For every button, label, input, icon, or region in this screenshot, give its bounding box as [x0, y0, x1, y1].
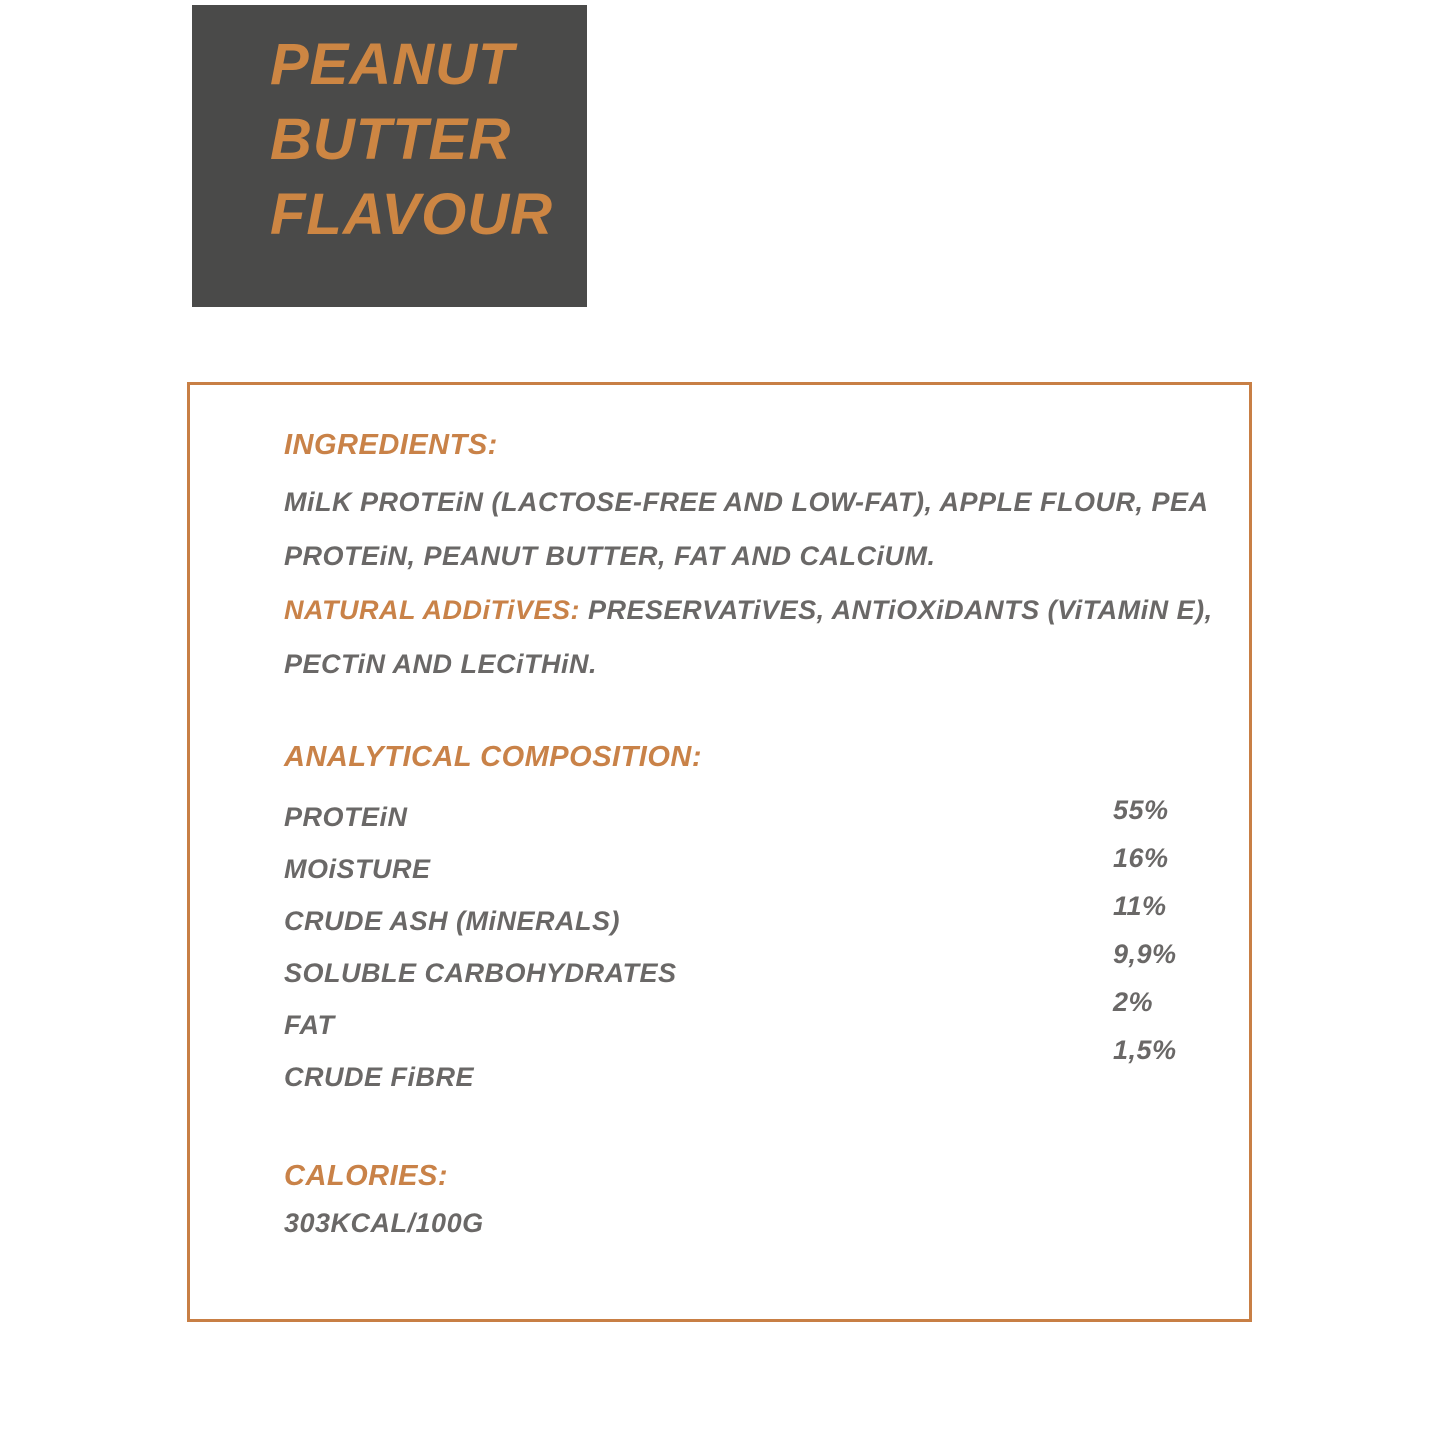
nutrition-info-panel — [187, 382, 1252, 1322]
flavour-title-line-3: FLAVOUR — [270, 182, 554, 247]
analytical-composition-header: ANALYTICAL COMPOSITION: — [284, 741, 703, 773]
analytical-row-value: 16% — [1113, 843, 1169, 873]
flavour-title-line-1: PEANUT — [270, 32, 515, 97]
natural-additives-label: NATURAL ADDiTiVES: — [284, 595, 581, 625]
analytical-row-label: CRUDE FiBRE — [284, 1062, 475, 1092]
additives-text-1: PRESERVATiVES, ANTiOXiDANTS (ViTAMiN E), — [588, 595, 1213, 625]
ingredients-header: INGREDIENTS: — [284, 429, 498, 461]
additives-line-2: PECTiN AND LECiTHiN. — [284, 649, 598, 679]
flavour-title-box — [192, 5, 587, 307]
additives-line-1 — [284, 583, 1213, 637]
calories-value: 303KCAL/100G — [284, 1208, 484, 1238]
analytical-row-label: FAT — [284, 1010, 335, 1040]
analytical-row-label: MOiSTURE — [284, 854, 431, 884]
analytical-row-label: SOLUBLE CARBOHYDRATES — [284, 958, 677, 988]
analytical-labels-column — [284, 791, 677, 1103]
calories-header: CALORIES: — [284, 1160, 448, 1192]
analytical-row-value: 55% — [1113, 795, 1169, 825]
ingredients-line-1: MiLK PROTEiN (LACTOSE-FREE AND LOW-FAT), APPLE FLOUR, PEA — [284, 487, 1209, 517]
ingredients-body — [284, 475, 1213, 691]
analytical-values-column — [1113, 786, 1177, 1074]
analytical-row-value: 9,9% — [1113, 939, 1177, 969]
analytical-row-value: 11% — [1113, 891, 1167, 921]
ingredients-line-2: PROTEiN, PEANUT BUTTER, FAT AND CALCiUM. — [284, 541, 936, 571]
analytical-row-value: 2% — [1113, 987, 1154, 1017]
analytical-row-label: PROTEiN — [284, 802, 408, 832]
analytical-row-label: CRUDE ASH (MiNERALS) — [284, 906, 620, 936]
flavour-title-line-2: BUTTER — [270, 107, 512, 172]
analytical-row-value: 1,5% — [1113, 1035, 1177, 1065]
